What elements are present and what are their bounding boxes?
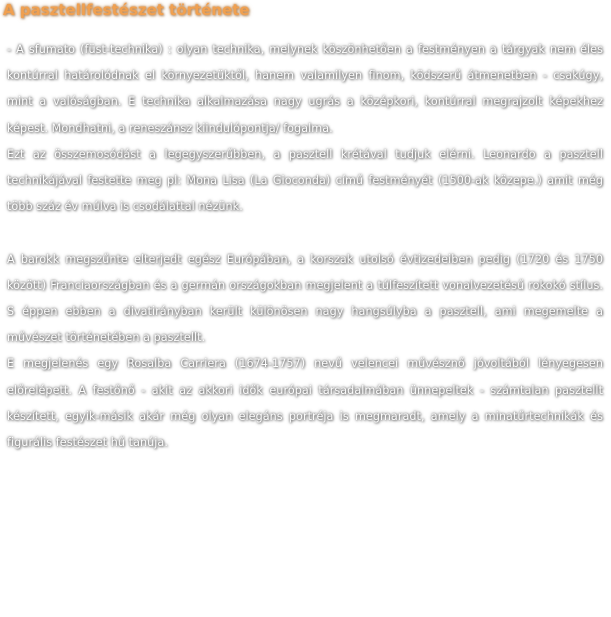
paragraph-spacer: [7, 220, 603, 246]
paragraph-sfumato: - A sfumato (füst-technika) : olyan technika, melynek köszönhetően a festményen a tárgyak nem éles kontúrral határolódnak el környezetüktől, hanem valamilyen finom, ködszerű átmenetben - csakúgy, mint a valóságban. E technika alkalmazása nagy ugrás a középkori, kontúrral megrajzolt képekhez képest. Mondhatni, a reneszánsz kiindulópontja/ fogalma.: [7, 43, 603, 135]
paragraph-carriera: E megjelenés egy Rosalba Carriera (1674-1757) nevű velencei művésznő jóvoltából lényegesen előrelépett. A festőnő - akit az akkori idők európai társadalmában ünnepeltek - számtalan pasztellt készített, egyik-másik akár még olyan elegáns portréja is megmaradt, amely a minatűrtechnikák és figurális festészet hű tanúja.: [7, 357, 603, 450]
page-title: A pasztellfestészet története: [3, 1, 250, 19]
article-body: [7, 37, 603, 456]
paragraph-leonardo: Ezt az összemosódást a legegyszerűbben, a pasztell krétával tudjuk elérni. Leonardo a pasztell technikájával festette meg pl: Mona Lisa (La Gioconda) című festményét (1500-ak közepe.) amit még több száz év múlva is csodálattal nézünk.: [7, 147, 603, 214]
paragraph-rococo: A barokk megszűnte elterjedt egész Európában, a korszak utolsó évtizedeiben pedig (1720 és 1750 között) Franciaországban és a germán országokban megjelent a túlfeszített vonalvezetésű rokokó stílus. S éppen ebben a divatirányban került különösen nagy hangsúlyba a pasztell, ami megemelte a művészet történetében a pasztellt.: [7, 252, 603, 345]
